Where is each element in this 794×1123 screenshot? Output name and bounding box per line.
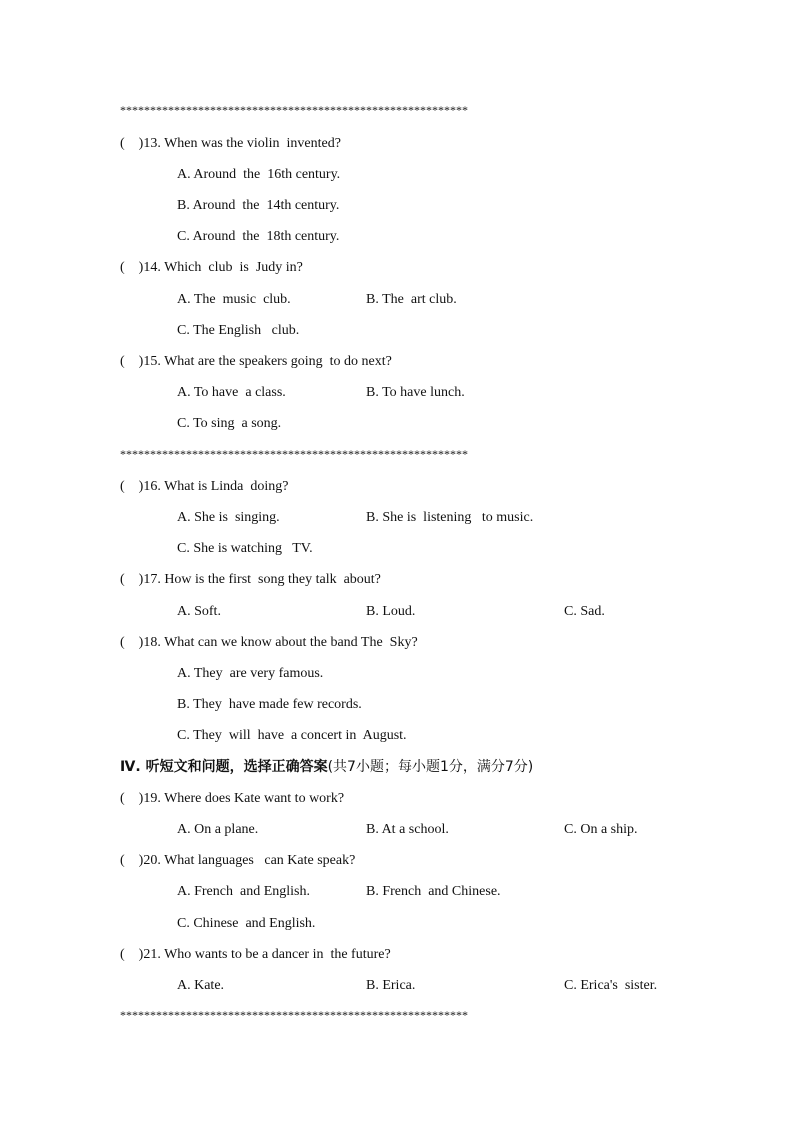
question-15-stem: ( )15. What are the speakers going to do next? [120, 354, 392, 369]
question-15-option-a: A. To have a class. [177, 385, 286, 400]
separator-line: ********************************************************** [120, 447, 468, 461]
question-17-option-b: B. Loud. [366, 604, 416, 619]
question-16-option-b: B. She is listening to music. [366, 510, 534, 525]
question-15-option-c: C. To sing a song. [177, 416, 282, 431]
question-20-option-c: C. Chinese and English. [177, 916, 316, 931]
question-13-option-c: C. Around the 18th century. [177, 229, 340, 244]
section-iv-note: (共7小题；每小题1分，满分7分) [327, 759, 534, 775]
question-18-option-c: C. They will have a concert in August. [177, 728, 407, 743]
question-17-stem: ( )17. How is the first song they talk about? [120, 572, 381, 587]
question-21-option-c: C. Erica's sister. [564, 978, 658, 993]
question-18-stem: ( )18. What can we know about the band The Sky? [120, 635, 418, 650]
question-13-stem: ( )13. When was the violin invented? [120, 136, 341, 151]
question-14-stem: ( )14. Which club is Judy in? [120, 260, 303, 275]
separator-line: ********************************************************** [120, 1008, 468, 1022]
question-14-option-a: A. The music club. [177, 292, 291, 307]
question-17-option-a: A. Soft. [177, 604, 221, 619]
question-20-option-b: B. French and Chinese. [366, 884, 501, 899]
section-iv-heading [120, 758, 533, 776]
separator-line: ********************************************************** [120, 103, 468, 117]
question-15-option-b: B. To have lunch. [366, 385, 465, 400]
question-16-stem: ( )16. What is Linda doing? [120, 479, 289, 494]
question-18-option-b: B. They have made few records. [177, 697, 362, 712]
question-16-option-a: A. She is singing. [177, 510, 280, 525]
question-19-stem: ( )19. Where does Kate want to work? [120, 791, 345, 806]
question-19-option-b: B. At a school. [366, 822, 449, 837]
question-18-option-a: A. They are very famous. [177, 666, 324, 681]
question-17-option-c: C. Sad. [564, 604, 605, 619]
section-iv-label: Ⅳ. 听短文和问题，选择正确答案 [120, 759, 328, 775]
question-21-option-a: A. Kate. [177, 978, 225, 993]
question-14-option-c: C. The English club. [177, 323, 300, 338]
question-21-option-b: B. Erica. [366, 978, 416, 993]
question-14-option-b: B. The art club. [366, 292, 457, 307]
question-16-option-c: C. She is watching TV. [177, 541, 313, 556]
question-13-option-a: A. Around the 16th century. [177, 167, 341, 182]
question-19-option-c: C. On a ship. [564, 822, 638, 837]
question-21-stem: ( )21. Who wants to be a dancer in the future? [120, 947, 391, 962]
question-20-stem: ( )20. What languages can Kate speak? [120, 853, 356, 868]
question-13-option-b: B. Around the 14th century. [177, 198, 340, 213]
question-20-option-a: A. French and English. [177, 884, 310, 899]
question-19-option-a: A. On a plane. [177, 822, 259, 837]
